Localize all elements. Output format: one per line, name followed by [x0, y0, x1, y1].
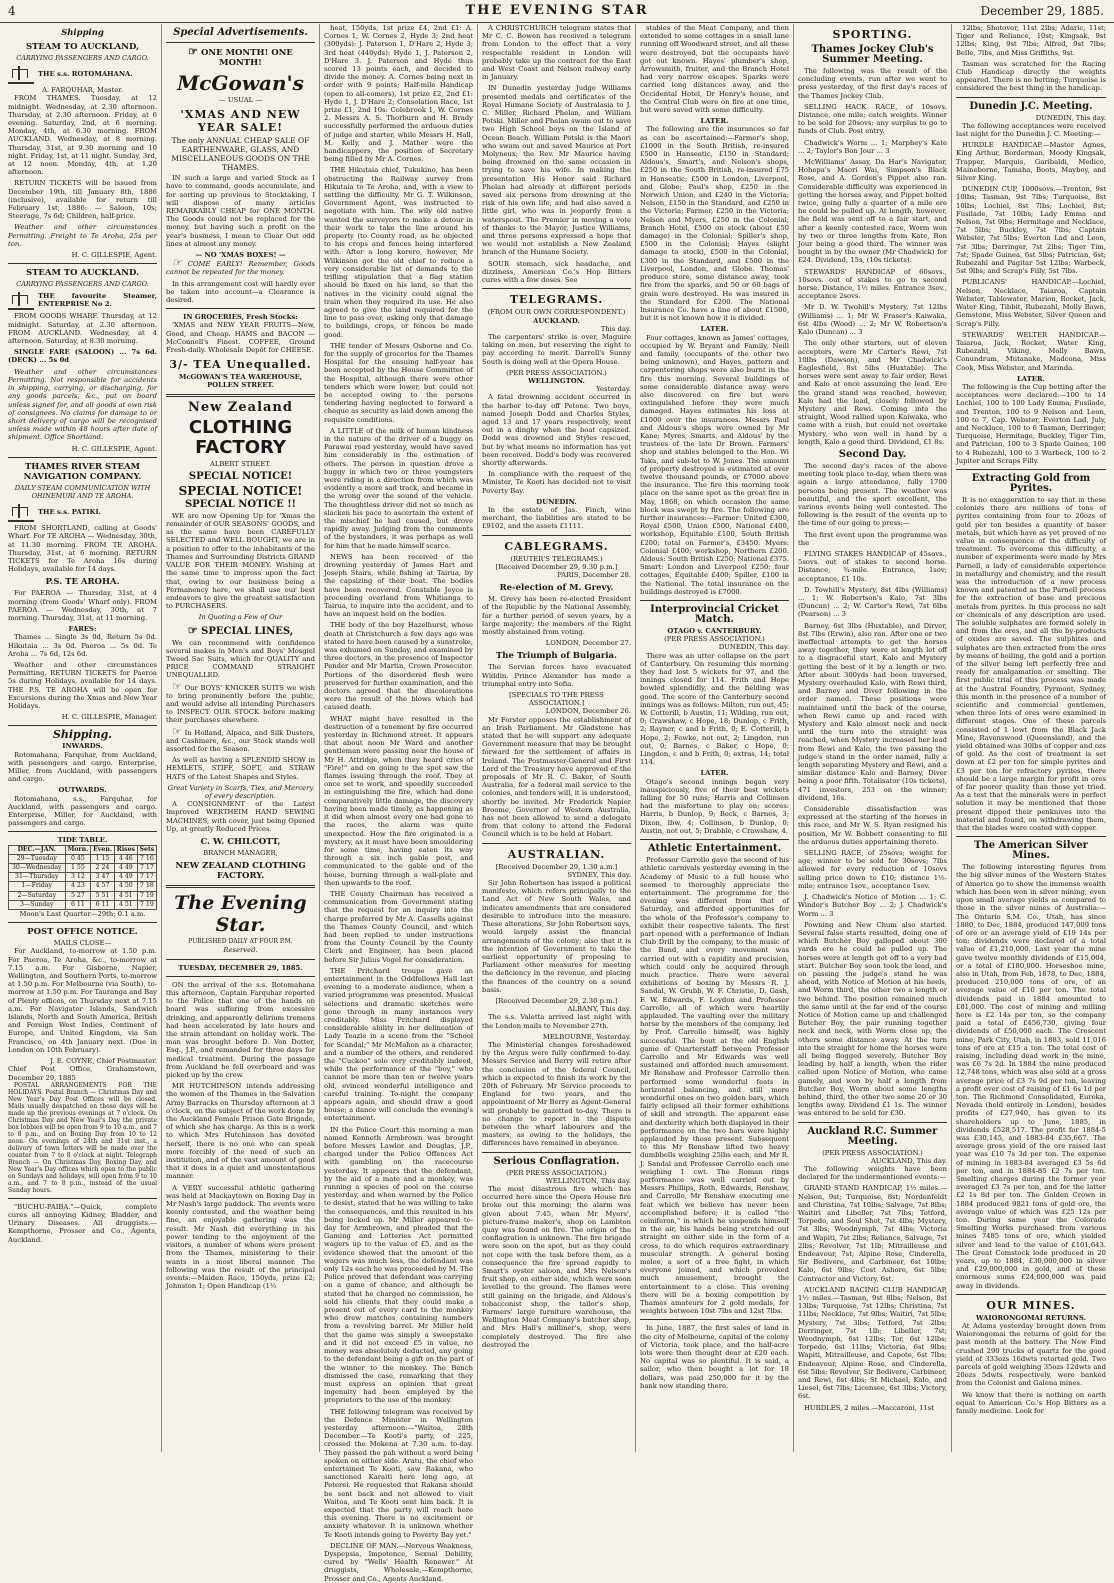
article-paragraph: A fatal drowning accident occurred in the harbor to-day off Petone. Two boys, named Joseph Dodd and Charles Styles, aged 13 and 17 years respectively, went out in a dinghy when the boat capsized. Dodd was drowned and Styles rescued, but by what means no information has yet been received. Dodd's body was recovered shortly afterwards.: [482, 393, 631, 467]
article-heading: Thames Jockey Club's Summer Meeting.: [811, 44, 934, 65]
article-paragraph: Otago's second innings began very inauspiciously, five of their best wickets falling for 50 runs; Harris and Collinson had the misfortune to play on; scores: Harris, b Dunlop, 9; Beck, c Barnes, 3; Dixon, lbw, 4; Collinson, b Dunlop, 0; Austin, not out, 5; Drabble, c Crawshaw, 4.: [640, 777, 789, 835]
article-paragraph: The only other starters, out of eleven acceptors, were Mr Carter's Rewi, 7st 10lbs (Dawson), and Mr Chadwick's Eaglesfield, 8st 5lbs (Huxtable). The horses were sent away to fair order, Rewi and Kalo at once assuming the lead. Ere the grand stand was reached, however, Kalo had the lead, closely followed by Mystery and Rewi. Coming into the straight, Wood rallied upon Kaiwaka, who came with a rush, but could not overtake Mystery, who won well in hand by a length, Kalo a good third. Dividend, £1 8s.: [798, 339, 947, 446]
match-title: OTAGO v. CANTERBURY.: [667, 627, 762, 636]
ship-ad-line: [8, 64, 157, 84]
pointing-hand-icon: ☞: [187, 623, 198, 637]
article-paragraph: The carpenters' strike is over, Maguire taking on men, but reserving the right to pay according to merit. Darrell's Sunny South is doing well at the Opera House.: [482, 332, 631, 366]
ad-text: FROM THAMES. Tuesday, at 12 midnight. Wednesday, at 2.30 afternoon. Thursday, at 2.30 afternoon. Friday, at 6 evening. Saturday, 2nd, at 6 morning. Monday, 4th, at 6.30 morning. FROM AUCKLAND. Wednesday, at 8 morning. Thursday, 31st, at 9.30 morning and 10 night. Friday, 1st, at 11 night. Sunday, 3rd, at 12 noon. Monday, 4th, at 1.20 afternoon.: [8, 94, 157, 177]
article-paragraph: IN Dunedin yesterday Judge Williams presented medals and certificates of the Royal Humane Society of Australasia to J. C. Miller, Richard Phelan, and William Potski. Miller and Phelan swam out to save two High School boys on the Island of Ocean Beach. William Potski is the Maori who swam out and saved Maurice at Port Molyneux; the Rev. Mr Maurice having being drowned on the same occasion in trying to save his wife. In making the presentation His Honor said Richard Phelan had already at different periods saved six persons from drowning at the risk of his own life, and had also saved a little girl, who was in jeopardy from a waterspout. The Premier in moving a vote of thanks to the Mayor, Justice Williams, and three persons expressed a hope that we would not establish a New Zealand branch of the Humane Society.: [482, 84, 631, 257]
article-paragraph: The following weights have been declared for the undermentioned events:—: [798, 1164, 947, 1182]
special-lines-heading: [166, 623, 315, 637]
divider: [640, 1319, 789, 1320]
section-heading: Special Advertisements.: [173, 27, 308, 38]
manager-name: C. W. CHILCOTT,: [200, 836, 281, 847]
our-mines-heading: OUR MINES.: [986, 1298, 1076, 1312]
column-1: [4, 24, 162, 1452]
ship-master: A. FARQUHAR, Master.: [42, 86, 123, 95]
ship-name: THE s.s. PATIKI.: [38, 508, 101, 517]
albert-street: ALBERT STREET.: [210, 459, 271, 468]
article-paragraph: Powning and New Chum also started. Several false starts resulted, doing one of which Butcher Boy galloped about 300 yards ere he could be pulled up. The horses were at length got off to a very bad start. Butcher Boy soon took the lead, and on passing the judge's stand he was ahead, with Notice of Motion at his heels, and Worm third, the other two a length or two behind. The position remained much the same until at the far end of the course Notice of Motion came up and challenged Butcher Boy, the pair running together neck and neck, with Worm close up, the others some distance away. At the turn into the straight for home the horses were all being flogged severely, Butcher Boy leading by half a length, when the rider called upon Notice of Motion, who came gamely, and won by half a length from Butcher Boy, Worm about some lengths behind, third, the other two some 20 or 30 lengths away. Dividend £1 1s. The winner was entered to be sold for £30.: [798, 920, 947, 1118]
ad-text: For PAEROA — Thursday, 31st, at 4 morning (from Goods' Wharf only). FROM PAEROA — Wednesday, 30th, at 7 morning. Thursday, 31st, at 11 morning.: [8, 589, 157, 622]
article-paragraph: NEWS has been received of the drowning yesterday of James Hart and Joseph Stairs, while fishing at Tairua, by the capsizing of their boat. The bodies have been recovered. Constable Joyce is proceeding overland from Whitianga to Tairua, to inquire into the accident, and to have an inquest held on the bodies.: [324, 552, 473, 619]
tide-cell: 4 49: [114, 873, 137, 882]
tide-cell: 1—Friday: [9, 882, 66, 891]
special-lines-text: SPECIAL LINES,: [201, 625, 294, 637]
article-paragraph: Sir John Robertson has issued a political manifesto, which refers principally to the Land Act of New South Wales, and indicates amendments that are considered desirable to introduce into the measure. These alterations, Sir John Robertson says, would largely assist the financial arrangements of the colony; also that it is the intention of Government to take the earliest opportunity of proposing to Parliament other measures for meeting the deficiency in the revenue, and placing the finances of the country on a sound basis.: [482, 879, 631, 994]
inwards-text: Rotomahana, Farquhar, from Auckland, with passengers and cargo. Enterprise, Miller, from Auckland, with passengers and cargo.: [8, 750, 157, 784]
table-row: [9, 900, 157, 909]
ad-subheading: DAILY STEAM COMMUNICATION WITH OHINEMURI AND TE AROHA.: [14, 483, 151, 500]
ad-signature: H. C. GILLESPIE, Agent.: [71, 251, 157, 260]
article-paragraph: THE body of the boy Hazelhurst, whose death at Christchurch a few days ago was stated to have been caused by a sunstroke, was exhumed on Sunday, and examined by three doctors, in the presence of Inspector Pender and Mr Martin, Crown Prosecutor. Portions of the disordered flesh were preserved for further examination, and the doctors agreed that the discolorations were the result of the blows which had caused death.: [324, 621, 473, 712]
steamship-icon: [8, 290, 34, 310]
race-weights: HURDLES, 2 miles.—Maccaroni, 11st: [804, 1403, 934, 1412]
newspaper-title: THE EVENING STAR: [465, 3, 649, 18]
ad-text: FROM GOODS WHARF. Thursday, at 12 midnight. Saturday, at 2.30 afternoon. FROM AUCKLAND. Wednesday, at 4 afternoon. Saturday, at 8.30 morning.: [8, 312, 157, 346]
article-paragraph: DECLINE OF MAN.—Nervous Weakness, Dyspepsia, Impotence, Sexual Debility, cured by "Wells' Health Renewer." At druggists, Wholesale,—Kempthorne, Prosser and Co., Agents Auckland.: [324, 1541, 473, 1583]
article-heading: Dunedin J.C. Meeting.: [969, 100, 1093, 112]
dateline: SYDNEY, This day.: [567, 870, 631, 879]
dateline: DUNEDIN, This day.: [1035, 113, 1106, 122]
table-row: [9, 854, 157, 863]
dateline: LONDON, December 26.: [545, 707, 631, 716]
tide-col-header: Even.: [91, 845, 115, 854]
special-lines-body: We can recommend with confidence several makes in Men's and Boys' Mosgiel Tweed Sac Suits, which for QUALITY and PRICE COMMAND STRAIGHT UNEQUALLED.: [166, 638, 315, 680]
race-description: SELLING RACE, of 25sovs; weight for age; winner to be sold for 30sovs; 7lbs allowed for every reduction of 10sovs selling price down to £10; distance 1½-mile; entrance 1sov., acceptance 1sov.: [798, 849, 947, 890]
pointing-hand-icon: ☞: [172, 256, 182, 270]
tide-cell: 4 49: [114, 864, 137, 873]
pointing-hand-icon: ☞: [172, 724, 182, 738]
column-6: [794, 24, 952, 1452]
dateline: DUNEDIN, This day.: [718, 643, 789, 652]
telegrams-source: (FROM OUR OWN CORRESPONDENT.): [487, 308, 626, 317]
table-row: [9, 873, 157, 882]
specials-note: [SPECIALS TO THE PRESS ASSOCIATION.]: [509, 691, 604, 708]
divider: [482, 1152, 631, 1153]
pointing-hand-icon: ☞: [172, 679, 182, 693]
moon-phase-note: Moon's Last Quarter—29th; 0.1 a.m.: [19, 910, 146, 919]
divider: [166, 42, 315, 43]
race-acceptances: PUBLICANS' HANDICAP.—Lochiel, Nelson, Necklace, Taiaroa, Captain Webster, Tablewater, Marion, Rocket, Jack, Water King, Tibbit, Rubezahl, Molly Bawn, Gemstone, Miss Webster, Silver Queen and Scrap's Filly.: [956, 278, 1106, 328]
divider: [8, 263, 157, 264]
received-note: [Received December 29, 2.30 p.m.]: [495, 996, 618, 1005]
tide-cell: 4 51: [114, 900, 137, 909]
stock-text: In this arrangement cost will hardly ever be taken into account—a Clearance is desired.: [166, 279, 315, 305]
race-results: Chadwick's Worm ... 1; Marphey's Kate ... 2; Taylor's Bon Jour ... 3: [798, 138, 947, 155]
tide-table-heading: TIDE TABLE.: [57, 836, 108, 845]
ship-name: THE favourite Steamer, ENTERPRISE No 2.: [38, 292, 157, 309]
no-xmas-boxes: — NO 'XMAS BOXES! —: [195, 251, 286, 260]
outwards-text: Rotomahana, s.s., Farquhar, for Auckland, with passengers and cargo. Enterprise, Miller, for Auckland, with passengers and cargo.: [8, 794, 157, 828]
ad-text: Weather and other circumstances Permitting. Freight to Te Aroha, 25s per ton.: [8, 223, 157, 248]
ship-ad-line: [8, 290, 157, 310]
article-paragraph: THE Hikutaia chief, Tukukino, has been obstructing the Railway survey from Hikutaia to Te Aroha, and, with a view to settling the difficulty, Mr G. T. Wilkinson, Government Agent, was instructed to negotiate with him. The wily old native wanted the surveyors to make a detour in their work to take the line around his property (to County road, as he objected to his crops and fences being interfered with. After a long korero, however, Mr Wilkinson got the old chief to reduce a very considerable list of demands to the trifling stipulation that a flag station should be fixed on his land, so that the natives in the vicinity could signal the train when they required its use. He also agreed to give the land required for the line to pass over, asking only that damage to buildings, crops, or fences be made good.: [324, 166, 473, 339]
published-daily: PUBLISHED DAILY AT FOUR P.M.: [188, 938, 293, 946]
issue-date: December 29, 1885.: [980, 4, 1104, 18]
divider: [956, 1294, 1106, 1295]
quoting-text: In Quoting a Few of Our: [198, 613, 283, 622]
tide-cell: 7 16: [137, 854, 156, 863]
article-paragraph: We know that there is nothing on earth equal to American Co.'s Hop Bitters as a family medicine. Look for: [956, 1390, 1106, 1416]
tide-cell: 1 55: [65, 864, 91, 873]
tea-warehouse: McGOWAN'S TEA WAREHOUSE, POLLEN STREET.: [178, 373, 303, 390]
tide-cell: 3 47: [91, 873, 115, 882]
tide-cell: 4 50: [114, 882, 137, 891]
cablegrams-heading: CABLEGRAMS.: [504, 539, 609, 553]
reuter-source: (REUTER'S TELEGRAMS.): [510, 554, 603, 563]
table-row: [9, 864, 157, 873]
press-association: (PER PRESS ASSOCIATION.): [664, 635, 765, 644]
tide-cell: 7 19: [137, 891, 156, 900]
tide-cell: 4 57: [91, 882, 115, 891]
article-paragraph: The following acceptances were received last night for the Dunedin J. C. Meeting:—: [956, 121, 1106, 139]
inwards-heading: INWARDS.: [62, 742, 103, 751]
one-month-text: ONE MONTH! ONE MONTH!: [200, 48, 293, 68]
article-paragraph: McWilliams' Assay, Da Har's Navigator, Hohepa's Maori Wai, Simpson's Black Rose, and A. Gordon's Pippet also ran. Considerable difficulty was experienced in getting the horses away, and Pippet bolted twice, going fully a quarter of a mile ere he could be pulled up. At length, however, the field was sent off to a fair start, and after a keenly contested race, Worm won by two or three lengths from Kate, Bon Jour being a good third. The winner was bought in by the owner (Mr Chadwick) for £24. Dividend, 15s, (10s tickets).: [798, 158, 947, 265]
masthead: [0, 0, 1114, 23]
dateline-time: This day.: [600, 324, 631, 333]
tide-cell: 6 11: [65, 900, 91, 909]
come-early: [166, 256, 315, 277]
article-paragraph: MR HUTCHINSON intends addressing the women of the Thames in the Salvation Army Barracks on Thursday afternoon at 3 o'clock, on the subject of the work done by the Auckland Female Prison Gate Brigade, of which she has charge. As this is a work to which Mrs Hutchinson has devoted herself, there is no one who can speak more forcibly of the need of such an institution, and of the vast amount of good that it does in a quiet and unostentatious manner.: [166, 1082, 315, 1181]
article-paragraph: Considerable dissatisfaction was expressed at the starting of the horses in this race, and Mr W. S. Ryan resigned his position, Mr W. Bobbett consenting to fill the arduous duties appertaining thereto.: [798, 805, 947, 846]
ad-text: SINGLE FARE (SALOON) ... 7s 6d. (DECK) ... 5s 0d: [8, 348, 157, 365]
section-heading: Shipping: [61, 28, 104, 38]
article-paragraph: At Adams yesterday brought down from Waiorongomai the returns of gold for the past month at the battery. The New Find crushed 290 trucks of quartz for the good yield of 333ozs 16dwts retorted gold. Two parcels of gold weighing 35ozs 12dwts and 20ozs 5dwts respectively, were banked from the Colonist and Galena mines.: [956, 1322, 1106, 1388]
article-paragraph: There was an utter collapse on the part of Canterbury. On resuming this morning they had lost 5 wickets for 97, and the innings closed for 114. Frith and Hope bowled splendidly, and the fielding was good. The score of the Canterbury second innings was as follows: Milton, run out, 45; W. Cotterill, b Austin, 11; Wilding, run out, 0; Crawshaw, c Hope, 18; Dunlop, c Frith, 2; Rayner, c and b Frith, 0; E. Cotterill, b Hope, 2; Fowke, not out, 2; Lingdon, run out, 0; Barnes, c Baker, c Hope, 0; Lingdon, c and b Frith, 0; extras, 14; total 114.: [640, 651, 789, 767]
article-paragraph: SOUR stomach, sick headache, and dizziness, American Co.'s Hop Bitters cures with a few doses. See: [482, 259, 631, 285]
dateline: WELLINGTON, This day.: [545, 1176, 631, 1185]
race-weights: GRAND STAND HANDICAP, 1½ miles.—Nelson, 9st; Turquoise, 8st; Nordenfeldt and Christina, 7st 10lbs; Salvage, 7st 8lbs; Waitiri and Libeller, 7st 7lbs; Tetford, Torpedo, and Soul Shot, 7st 4lbs; Mystery, 7st 3lbs; Woodnymph, 7st 4lbs; Victoria and Wapiti, 7st 2lbs; Reliance, Salvage, 7st 2lbs; Revolver, 7st 1lb; Mitrailleuse and Endeavour, 7st; Alpine Rose, Cinderella, Sir Bedivere, and Carbineer, 6st 10lbs; Kalo, 6st 9lbs; Cost Ashore, 6st 5lbs; Contractor and Victory, 6st.: [798, 1184, 947, 1283]
divider: [8, 725, 157, 726]
groceries-text: 'XMAS and NEW YEAR FRUITS—New, Good, and Cheap. HAMS and BACON — McConnell's Finest. COFFEE, Ground Fresh-daily. Wholesale Depôt for CHEESE.: [166, 321, 315, 355]
article-paragraph: Barney, 6st 3lbs (Huxtable), and Dirver, 8st 7lbs (Erwin), also ran. After one or two ineffectual attempts to get the horses away together, they were at length let off to a disgraceful start, Kalo and Mystery getting the best of it by a length or two. After about 300yds had been traversed, Mystery overhauled Kalo, with Rewi third, and Barney and Diver following in the order named. These positions were maintained until the back of the course, when Rewi came up and raced with Mystery and Kalo almost neck and neck until the turn into the straight was reached, when Mystery increased her lead from Rewi and Kalo, the two passing the judge's stand in the order named, fully a length separating Mystery and Rewi, and a similar distance Kalo and Barney, Diver being a poor fifth. Totalisator (10s tickets), 471 investors, 253 on the winner; dividend, 16s.: [798, 621, 947, 802]
article-heading: The American Silver Mines.: [974, 840, 1088, 862]
tide-table: [8, 845, 157, 910]
special-notice: SPECIAL NOTICE!: [178, 483, 303, 498]
tide-cell: 4 51: [114, 891, 137, 900]
ad-heading: THAMES RIVER STEAM NAVIGATION COMPANY.: [23, 461, 142, 482]
divider: [798, 1122, 947, 1123]
tide-col-header: DEC.—JAN.: [9, 845, 66, 854]
holland: [166, 724, 315, 754]
received-note: [Received December 29, 9.30 p.m.]: [495, 562, 618, 571]
article-paragraph: The following are the insurances so far as can be ascertained:—Farmer's shop, £1000 in the South British, re-insured £500 in Hanseatic, £150 in Standard; Aldous's, Smart's, and Nelson's shops, £250 in the South British, re-insured £75 in Hanseatic; £500 in London, Liverpool, and Globe; Paul's shop, £250 in the Norwich Union, and £240 in the Victoria; Nelson, £150 in the Standard, and £250 in the Victoria; Farmer, £250 in the Victoria; Nelson and Myers, £250 in the Colonial; Branch Hotel, £500 on stock (about £50 damage) in the Colonial; Spiller's shop, £500 in the Colonial; Hayes (slight damage to stock), £500 in the Colonial, £300 in the Standard, and £500 in the Liverpool, London, and Globe. Thomas' produce store, some distance away, took fire from the sparks, and 50 or 60 bags of grain were destroyed. He was insured in the Standard for £200. The National Insurance Co. have a line of about £1500, but it is not known how it is divided.: [640, 125, 789, 323]
tide-col-header: Sets: [137, 845, 156, 854]
article-paragraph: The Ministerial changes foreshadowed by the Argus were fully confirmed to-day. Messrs Service and Berry will retire after the conclusion of the federal Council, which is expected to finish its work by the 20th of February. Mr Service proceeds to England for two years, and the appointment of Mr Berry as Agent-General will probably be gazetted to-day. There is no change to report in the dispute between the wharf labourers and the masters, as owing to the holidays, the differences have remained in abeyance.: [482, 1040, 631, 1148]
steamship-icon: [8, 502, 34, 522]
tide-cell: 7 17: [137, 873, 156, 882]
dateline-time: Yesterday.: [596, 385, 631, 394]
tide-cell: 4 46: [114, 854, 137, 863]
table-row: [9, 891, 157, 900]
holland-text: In Holland, Alpaca, and Silk Dusters, and Cashmere, &c., our Stock stands well assorted for the Season.: [166, 728, 315, 753]
tide-cell: 1 15: [91, 854, 115, 863]
post-office-date: Chief Post Office, Grahamstown, December 29, 1885: [8, 1065, 157, 1082]
article-paragraph: A CHRISTCHURCH telegram states that Mr C. C. Bowen has received a telegram from London to the effect that a very respectable resident in London will probably take up the contract for the East and West Coast and Nelson railway early in January.: [482, 24, 631, 82]
tide-cell: 31—Thursday: [9, 873, 66, 882]
divider: [482, 843, 631, 844]
only-sale-text: The only ANNUAL CHEAP SALE OF EARTHENWARE, GLASS, AND MISCELLANEOUS GOODS ON THE THAMES.: [171, 136, 310, 173]
dateline-place: WELLINGTON.: [528, 376, 585, 385]
boys-suits-text: Our BOYS' KNICKER SUITS we wish to bring prominently before the public, and would advise all intending Purchasers to INSPECT OUR STOCK before making their purchases elsewhere.: [166, 683, 315, 725]
fares-text: Thames ... Single 3s 0d, Return 5s 0d. Hikutaia ... 3s 0d. Paeroa ... 5s 0d. Te Aroha ... 7s 6d, 12s 6d.: [8, 633, 157, 658]
xmas-sale-heading: 'XMAS AND NEW YEAR SALE!: [180, 108, 301, 135]
groceries-heading: IN GROCERIES, Fresh Stocks:: [183, 313, 298, 322]
ship-name: THE s.s. ROTOMAHANA.: [38, 70, 133, 79]
clothing-text: WE are now Opening Up for 'Xmas the remainder of OUR SEASONS' GOODS, and as the same have been CAREFULLY SELECTED and WELL BOUGHT, we are in a position to offer to the inhabitants of the Thames and Surrounding Districts GRAND VALUE FOR THEIR MONEY. Wishing at the same time to impress upon the fact that, owing to our business being a Permanency here, we shall use our best endeavors to give the greatest satisfaction to PURCHASERS.: [166, 511, 315, 611]
race-acceptances: HURDLE HANDICAP.—Master Agnes, King Arthur, Borderman, Moody Kingsak, Trapper, Marquis, Garibaldi, Medico, Maineborne, Tamaha, Boots, Mayboy, and Silver King.: [956, 141, 1106, 183]
tide-cell: 29—Tuesday: [9, 854, 66, 863]
article-paragraph: M. Grevy has been re-elected President of the Republic by the National Assembly, for a further period of seven years, by a large majority; the members of the Right mostly abstained from voting.: [482, 595, 631, 636]
divider: [8, 922, 157, 923]
postal-arrangements: POSTAL ARRANGEMENTS FOR THE HOLIDAYS. Postal Branch — Christmas Day and New Year's Day Post Offices will be closed. Mails usually despatched on those days will be made up the previous evenings at 7 o'clock. On Christmas Day and New Year's Day the private box lobbies will be open from 9 to 10 a.m., and 7 to 8 p.m., and on Boxing Day from 10 to 12 noon. On evenings of 24th and 31st inst., a delivery of town letters will be made over the counter from 7 to 8 o'clock at night. Telegraph Branch — On Christmas Day, Boxing Day, and New Year's Day offices which open to the public on Sundays and holidays, will open from 9 to 10 a.m., and 7 to 8 p.m., instead of the usual Sunday hours.: [8, 1081, 157, 1194]
tide-cell: 7 18: [137, 882, 156, 891]
column-3: [320, 24, 478, 1583]
race-results: J. Chadwick's Notice of Motion ... 1; C. Winder's Butcher Boy ... 2; J. Chadwick's Worm ... 3: [798, 893, 947, 918]
usual-text: — USUAL —: [218, 96, 263, 104]
post-office-subheading: MAILS CLOSE—: [53, 939, 112, 948]
tide-cell: 4 23: [65, 882, 91, 891]
come-early-text: COME EARLY! Remember, Goods cannot be repeated for the money.: [166, 260, 315, 277]
shipping-heading: Shipping.: [52, 728, 113, 742]
ad-text: Weather and other circumstances Permitting. RETURN TICKETS for Paeroa 5s during Holidays, available for 14 days. THE P.S. TE AROHA will be open for Excursions during the Xmas and New Year Holidays.: [8, 660, 157, 710]
article-paragraph: The following is the Cup betting after the acceptances were declared:—100 to 14 Lochiel, 100 to 100 Lady Emma, Fusilade, and Trenton, 100 to 9 Nelson and Leon, 100 to 7, Cap. Webster, Everton Lad, July, and Necklace, 100 to 6 Tasman, Derringer, Turquoise, Hermitage, Buckley, Tiger Tim, and Patrician, 100 to 3 Spade Guinea, 100 to 4 Rubezahl, 100 to 3 Warbeck, 100 to 2 Jupiter and Scraps Filly.: [956, 382, 1106, 465]
article-paragraph: The following interesting figures from the big silver mines of the Western States of America go to show the immense wealth which has been won in silver mining, even upon small average yields as compared to those in the silver mines of Australia:— The Ontario S.M. Co., Utah, has since 1880, to Dec, 1884, produced 147,009 tons of ore or an average yield of £19 14s per ton; dividends were declared of a total value of £1,210,000. Last year the mine gave twelve monthly dividends of £15,004, or a total of £180,000. Horseshoe mine, also in Utah, from Feb, 1878, to Dec, 1884, produced 210,000 tons of ore, of an average value of £10 per ton. The total dividends paid in 1884 amounted to £81,000. The cost of mining and milling here is £2 14s per ton, so the company paid a total of £456,730, giving four dividends of £50,000 each. The Crescent mine, Park City, Utah, in 1883, sold 11,016 tons of ore at £15 a ton. The total cost of raising, including dead work in the mine, was £6 7s 2d. In 1884 the mine produced 12,748 tons, which was also sold at a gross average price of £3 7s 9d per ton, leaving a profit over cost of raising of £1 6s 1d per ton. The Richmond Consolidated, Eureka, Nevada (held entirely in London), besides profits of £27,940, has given to its shareholders up to June, 1885, in dividends £528,517. The profit for 1884-5 was £30,145, and 1883-84 £35,667. The average gross yield of the ore raised last year was £10 7s 3d per ton. The expense of mining in 1883-84 averaged £3 5s 6d per ton, and in 1884-85 £2 7s per ton. Smelting charges during the former year averaged £3 7s per ton, and for the latter £2 1s 8d per ton. The Golden Crown in 1884 produced 9821 tons of gold ore, the average value of which was £25 12s per ton. During same year the Colorado Smelting Works purchased from various mines 7485 tons of ore, which yielded silver and lead to the value of £101,643. The Great Comstock lode produced in 20 years, up to 1884, £30,000,000 in silver and £29,000,000 in gold, and of these enormous sums £24,000,000 was paid away in dividends.: [956, 863, 1106, 1290]
article-paragraph: It is no exaggeration to say that in these colonies there are millions of tons of pyrites containing from four to 20ozs of gold per ton besides a quantity of baser metals, but which have as yet proved of no value in consequence of the difficulty of treatment. To overcome this difficulty, a number of experiments were made by Mrs Parnell, a lady of considerable experience in metallurgy and chemistry, and the result was the introduction of a new process known and patented as the Parnell process for the extraction of base and precious metals from pyrites. In this process no salt or chemicals of any description are used. The soluble sulphates are formed solely in and from the ores, and all the by-products of oxides are saved. The sulphites and sulphates are then extracted from the ores by means of boiling, the gold and a portion of the silver being left perfectly free and ready for amalgamation or smelting. The first public trial of this process was made at the Austral Foundry, Pyrmont, Sydney, this month in the presence of a number of scientific and commercial gentlemen, when three lots of ores were examined in different stages. One of these parcels consisted of 1 lowt from the Black Jack Mine, Ravenswood (Queensland), and the yield obtained was 30lbs of copper and ozs of gold. As the cost of treatment is set down at £2 per ton for simple pyrites and £3 per ton for refractory pyrites, there should be a large margin for profit in ores of far poorer quality than those yet tried. As a test that the minerals were in perfect solution it may be mentioned that those present dipped their penknives into the material and found, on withdrawing them, that the blades were coated with copper.: [956, 495, 1106, 833]
tide-cell: 3 12: [65, 873, 91, 882]
article-paragraph: The most disastrous fire which has occurred here since the Opera House fire broke out this morning; the alarm was given about 7.45, when Mr Myers', picture-frame maker's, shop on Lambton quay was found on fire. The origin of the conflagration is unknown. The fire brigade were soon on the spot, but as they could not cope with the task before them, as a consequence the fire spread rapidly to Smart's oyster saloon, and Mrs Nelson's fruit shop, on either side, which were soon levelled to the ground. The flames were still gaining on the brigade, and Aldous's tobacconist shop, the tailor's shop, Farmers' large furniture warehouse, the Wellington Meat Company's butcher shop, and Mrs Hall's milliner's, shop, were completely destroyed. The fire also destroyed the: [482, 1184, 631, 1349]
post-office-heading: POST OFFICE NOTICE.: [27, 927, 138, 938]
clothing-factory-footer: NEW ZEALAND CLOTHING FACTORY.: [175, 861, 306, 882]
article-paragraph: heat, 150yds, 1st prize £4, 2nd £1: A. Cornes 1, W. Cornes 2, Hyde 3; 2nd heat (300yds): J. Paterson 1, D'Hare 2, Hyde 3; 3rd heat (440yds): Hyde 1, J. Paterson 2, D'Hare 3. J. Paterson and Hyde thus scored 13 points each, and decided to divide the money. A. Cornes being next in order with 9 points; Half-mile Handicap (open to all-comers), 1st prize £2, 2nd £1: Hyde 1, J. D'Hare 2; Consolation Race, 1st prize £1, 2nd 10s: Colebrook 1, W. Cornes 2. Messrs A. S. Thorburn and H. Brady successfully performed the arduous duties of judge and starter, while Messrs H. Hall, M. Kelly, and J. Mather were the handicappers, the position of Secretary being filled by Mr A. Cornes.: [324, 24, 473, 164]
article-paragraph: Tasman was scratched for the Racing Club Handicap directly the weights appeared. There is no betting; Turquoise is considered the best thing in the handicap.: [956, 59, 1106, 93]
race-weights: AUCKLAND RACING CLUB HANDICAP, 1½ miles.—Tasman, 9st 8lbs; Nelson, 8st 13lbs; Turquoise, 7st 12lbs; Christina, 7st 11lbs; Necklace, 7st 9lbs; Waitiri, 7st 5lbs; Mystery, 7st 3lbs; Tetford, 7st 2lbs; Derringer, 7st 1lb; Libeller, 7st; Woodnymph, 6st 12lbs; Tor, 6st 12lbs; Torpedo, 6st 11lbs; Victoria, 6st 9lbs; Wapiti, Mitrailleuse, and Capote, 6st 7lbs; Endeavour, Alpine Rose, and Cinderella, 6st 5lbs; Revolver, Sir Bedivere, Carbineer, and Rewi, 6st 4lbs; St Michael, Kalo, and Liesel, 6st 7lbs; Licensee, 6st 3lbs; Victory, 6st.: [798, 1285, 947, 1401]
article-heading: Interprovincial Cricket Match.: [650, 604, 779, 626]
clothing-factory-heading: CLOTHING FACTORY: [188, 416, 293, 458]
nz-heading: New Zealand: [188, 399, 293, 415]
article-heading: The Triumph of Bulgaria.: [495, 651, 618, 662]
sale-body-text: IN such a large and varied Stock as I have to command, goods accumulate, and for sorting up previous to Stocktaking, I will dispose of many articles REMARKABLY CHEAP for ONE MONTH. The Goods could not be replaced for the money, but having such a profit on the year's business, I mean to Clear Out odd lines at almost any money.: [166, 174, 315, 248]
ad-text: FROM SHORTLAND, calling at Goods' Wharf. For TE AROHA — Wednesday, 30th, at 11.30 morning. FROM TE AROHA. Thursday, 31st, at 6 morning. RETURN TICKETS for Te Aroha 16s during Holidays, available for 14 days.: [8, 524, 157, 574]
ship-ad-line: [8, 502, 157, 522]
press-association: (PER PRESS ASSOCIATION.): [822, 1148, 923, 1157]
ad-heading: STEAM TO AUCKLAND,: [25, 42, 140, 52]
hats-text: As well as having a SPLENDID SHOW in HEMLETS, STIFF, SOFT, and STRAW HATS of the Latest Shapes and Styles.: [166, 756, 315, 781]
press-association: (PER PRESS ASSOCIATION.): [506, 1168, 607, 1177]
race-description: FLYING STAKES HANDICAP of 45sovs., 5sovs. out of stakes to second horse. Distance, ¾-mile. Entrance, 1sov; acceptance, £1 10s.: [798, 549, 947, 583]
mcgowan-logo: McGowan's: [177, 71, 304, 95]
article-paragraph: Four cottages, known as James' cottages, occupied by W. Bryant and Family, Neill and family, (occupants of the other two being unknown), and Hayes, pattern and carpentering shops were also burnt in the fire this morning. Several buildings of some considerable distance away were also discovered on fire but were extinguished before they were much damaged. Hayes estimates his loss at £1000 over the insurances. Messrs Paul and Aldous's shops were owned by Mr Kane; Myres, Smarts, and Aldous' by the trustees of the late Dr Brown. Farmers' shop and stables belonged to the Hon. Wi Taka, and sub-let to W. Jones. The amount of property destroyed is estimated at over twelve thousand pounds, or £7000 above the insurance. The fire this morning took place on the same spot as the great fire in May, 1868, on which occasion the same block was swept by fire. The following are further insurances:—Farmer: United £300, Royal £500, Union £500, National £400, workshop, Equitable £100, South British £200; total on Farmer's, £3450. Myers: Colonial £400; workshop, Northern £200. Aldous: South British £250; National £375. Smart: London and Liverpool £250; four cottages, Equitable £400; Spiller, £100 in the National. The total insurance on the buildings destroyed is £7000.: [640, 333, 789, 596]
article-paragraph: IN the Police Court this morning a man named Kenneth Armbrown was brought before Messrs Lawlor and Douglas, J.P., charged under the Police Offences Act with gambling on the racecourse yesterday. It appears that the defendant, by the aid of a mate and a monkey, was running a species of pool on the course yesterday, and when warned by the Police to desist, stated that he was willing to take the consequences, and this resulted in his being locked up. Mr Miller appeared to-day for Armbrown, and pleaded that the Gaming and Lotteries Act permitted wagers up to the value of £5, and as the evidence showed that the amount of the wagers was much less, the defendant was only 12s each he was proceeded by M. The Police proved that defendant was carrying on a game of chance, and although he stated that he charged no commission, he sold his clients that they could make a present out of every card to the monkey who drew matches containing numbers from a revolving barrel. Mr Miller held that the game was simply a sweepstake and it did not exceed £5 in value, no money was absolutely deducted, any going to the defendant being a gift on the part of the winner to the monkey. The Bench dismissed the case, remarking that they must express an opinion that great ingenuity had been employed by the proprietors to the use of the monkey.: [324, 1125, 473, 1405]
tide-cell: 6 11: [91, 900, 115, 909]
one-month-banner: [166, 47, 315, 68]
article-paragraph: The Servian forces have evacuated Widdin. Prince Alexander has made a triumphal entry into Sofia.: [482, 663, 631, 688]
reserved: Reserved.: [223, 946, 258, 955]
ad-heading: STEAM TO AUCKLAND.: [25, 268, 140, 279]
dateline: LONDON, December 27.: [545, 639, 631, 648]
pointing-hand-icon: ☞: [188, 45, 198, 58]
dateline: ALBANY, This day.: [567, 1005, 631, 1014]
tide-cell: 3—Sunday: [9, 900, 66, 909]
article-paragraph: The s.s. Valetta arrived last night with the London mails to November 27th.: [482, 1013, 631, 1030]
column-5: [636, 24, 794, 1452]
ship-name: P.S. TE AROHA.: [45, 577, 120, 588]
manager-title: BRANCH MANAGER,: [203, 848, 278, 857]
divider: [640, 839, 789, 840]
article-heading: Extracting Gold from Pyrites.: [971, 472, 1091, 494]
tide-header-row: [9, 845, 157, 854]
tide-cell: 0 45: [65, 854, 91, 863]
fares-heading: FARES:: [68, 625, 97, 634]
divider: [8, 457, 157, 458]
ad-text: RETURN TICKETS will be issued from December 19th, till January 8th, 1886 (inclusive), available for return till February 1st, 1886: — Saloon, 10s; Steerage, 7s 6d; Children, half-price.: [8, 179, 157, 221]
tide-cell: 5 27: [65, 891, 91, 900]
article-paragraph: stables of the Meat Company, and then extended to some cottages in a small lane running off Woodward street, and all these were destroyed, but the occupants have got out known. Hayes' plumber's shop, Arrowsmith, fruiter, and the Branch Hotel had very narrow escapes. Sparks were carried long distances away, and the Occidental Hotel, Dr Henry's house, and the Central Club were on fire at one time, but were saved with some difficulty.: [640, 24, 789, 115]
variety-text: Great Variety in Scarfs, Ties, and Mercery of every description.: [167, 783, 314, 800]
divider: [482, 535, 631, 536]
divider: [956, 97, 1106, 98]
article-paragraph: In compliance with the request of the Minister, Te Kooti has decided not to visit Poverty Bay.: [482, 470, 631, 495]
article-paragraph: ON the arrival of the s.s. Rotomahana this afternoon, Captain Farquhar reported to the Police that one of the hands on board was suffering from excessive drinking, and apparently delirium tremens had been accelerated by late hours and the strain attendant on holiday work. The man was brought before D. Von Dotter, Esq., J.P., and remanded for three days for medical treatment. During the passage from Auckland he fell overboard and was picked up by the crew.: [166, 980, 315, 1080]
dateline: AUCKLAND, This day.: [870, 1156, 947, 1165]
tide-cell: 7 17: [137, 864, 156, 873]
table-row: [9, 882, 157, 891]
ad-subheading: CARRYING PASSENGERS AND CARGO.: [16, 280, 149, 289]
article-paragraph: A LITTLE of the milk of human kindness in the nature of the driver of a buggy on Parawai road yesterday, would have saved him considerably in the estimation of others. The person in question drove a buggy in which two or three youngsters were riding in a direction from which was evidently a more sad track, and became in the wrong over the sound of the vehicle. The thoughtless driver did not so much as slacken his pace to ascertain the extent of the mischief he had caused, but drove rapidly away. Judging from the comments of the bystanders, it was perhaps as well for him that he made himself scarce.: [324, 426, 473, 550]
article-paragraph: WHAT might have resulted in the destruction of a tenement by fire occurred yesterday in Richmond street. It appears that about noon Mr Ward and another gentleman were passing near the house of Mr H. Attridge, when they heard cries of "Fire!" and on going to the spot saw the flames issuing through the roof. They at once set to work, and speedily succeeded in extinguishing the fire, which had done comparatively little damage, the discovery having been made timely, as happening as it did when almost every one had gone to the races, the alarm was quite unexpected. How the fire originated is a mystery, as it must have been smouldering for some time, having eaten its way through a six inch gable post, and communicated to the gable end of the house, burning through a wall-plate and then upwards to the roof.: [324, 714, 473, 887]
article-heading: Auckland R.C. Summer Meeting.: [807, 1125, 938, 1147]
article-paragraph: A VERY successful athletic gathering was held at Mackaytown on Boxing Day in Mr Nash's large paddock. The events were keenly contested, and the weather being fine, an enjoyable gathering was the result. Mr Nash did everything in his power tending to the enjoyment of the visitors, a number of whom were present from the Thames, ministering to their wants in a most liberal manner. The following was the result of the principal events:—Maiden Race, 150yds, prize £2; Johnston 1; Open Handicap (1½: [166, 1183, 315, 1291]
tea-heading: 3/- TEA Unequalled.: [169, 358, 312, 372]
article-paragraph: The first event upon the programme was the: [798, 530, 947, 547]
tide-col-header: Rises: [114, 845, 137, 854]
tide-cell: 7 19: [137, 900, 156, 909]
divider: [166, 976, 315, 977]
editorial-date: TUESDAY, DECEMBER 29, 1885.: [178, 963, 303, 972]
dateline-place: AUCKLAND.: [533, 316, 580, 325]
race-description: STEWARDS' HANDICAP of 60sovs., 10sovs. out of stakes to go to second horse. Distance, 1½ miles. Entrance 3sov., acceptance 2sovs.: [798, 267, 947, 301]
press-association: (PER PRESS ASSOCIATION.): [506, 368, 607, 377]
special-notice: SPECIAL NOTICE !!: [184, 498, 297, 510]
later-heading: LATER.: [700, 325, 729, 334]
outwards-heading: OUTWARDS.: [58, 786, 107, 795]
race-results: D. Towhill's Mystery, 8st 4lbs (Williams) ... 1; W. Robertson's Kalo, 7st 3lbs (Duncan) ... 2; W. Carter's Rewi, 7st 6lbs (Pearson) ... 3: [798, 585, 947, 619]
divider: [166, 308, 315, 309]
divider: [166, 394, 315, 397]
article-paragraph: THE tender of Messrs Osborne and Co. for the supply of groceries for the Thames Hospital for the ensuing half-year has been accepted by the House Committee of the Hospital, although there were other tenders which were lower, but could not be accepted owing to the persons tendering having neglected to forward a cheque as security as laid down among the requisite conditions.: [324, 341, 473, 424]
tide-cell: 2 24: [91, 864, 115, 873]
special-notice: SPECIAL NOTICE!: [188, 470, 293, 482]
race-weights: 12lbs; Shotover, 11st 2lbs; Adaric, 11st; Tiger and Reliance, 10st; Kingsak, 9st 12lbs; King, 9st 7lbs; Alfred, 9st 7lbs; Belle, 7lbs, and Miss Griffiths, 9st.: [956, 24, 1106, 57]
ad-signature: H. C. GILLESPIE, Agent.: [71, 444, 157, 453]
article-subheading: WAIORONGOMAI RETURNS.: [975, 1313, 1087, 1322]
article-heading: Athletic Entertainment.: [647, 843, 782, 855]
divider: [640, 600, 789, 601]
divider: [8, 1198, 157, 1199]
page-number: 4: [8, 4, 16, 18]
race-acceptances: DUNEDIN CUP, 1000sovs.—Trenton, 9st 10lbs; Tasman, 9st 7lbs; Turquoise, 8st 10lbs; Lochiel, 8st 7lbs; Lochiel, 8st; Fusilade, 7st 10lbs; Lady Emma and Nelson, 7st 9lbs; Hermitage and Necklace, 7st 5lbs; Buckley, 7st 7lbs; Captain Webster, 7st 5lbs; Everton Lad and Leon, 7st 3lbs; Derringer, 7st 2lbs; Tiger Tim, 7st; Spade Guinea, 6st 5lbs; Patrician, 6st; Rubezahl and Pagitar 5st 12lbs; Warbeck, 5st 9lbs; and Scrap's Filly, 5st 7lbs.: [956, 185, 1106, 276]
tide-cell: 5 51: [91, 891, 115, 900]
column-2: [162, 24, 320, 1452]
column-7: [952, 24, 1110, 1452]
article-paragraph: The following was the result of the concluding events, run after we went to press yesterday, of the first day's races of the Thames Jockey Club.: [798, 67, 947, 100]
tide-cell: 2—Saturday: [9, 891, 66, 900]
race-acceptances: STEWARDS' WELTER HANDICAP.—Taiaroa, Jack, Rocket, Water King, Rubezahl, Viking, Molly Bawn, Conundrum, Mutanake, Madcona, Miss Cook, Miss Webster, and Marinda.: [956, 330, 1106, 372]
divider: [956, 836, 1106, 837]
dateline: PARIS, December 28.: [557, 570, 631, 579]
race-description: SELLING HACK RACE, of 10sovs. Distance, one mile; catch weights. Winner to be sold for 20sovs; any surplus to go to funds of Club. Post entry.: [798, 102, 947, 136]
ad-text: Weather and other circumstances Permitting. Not responsible for accidents in shipping, carrying, or discharging, for any goods parcels, &c., put on board unless signed for, and all goods at own risk of consignees. No claims for damage to or short delivery of cargo will be recognised unless made within 48 hours after date of shipment. Office Shortland.: [8, 367, 157, 442]
divider: [956, 469, 1106, 470]
divider: [482, 288, 631, 289]
received-note: [Received December 29, 1.30 a.m.]: [495, 862, 618, 871]
ad-subheading: CARRYING PASSENGERS AND CARGO.: [16, 54, 149, 62]
steamship-icon: [8, 64, 34, 84]
divider: [166, 959, 315, 960]
columns: [4, 24, 1110, 1583]
divider: [8, 831, 157, 832]
article-paragraph: In June, 1887, the first sales of land in the city of Melbourne, capital of the colony of Victoria, took place, and the half-acre lots were then thought dear at £20 each. No capital was so plentiful. It is said, a sailor, who then bought a lot for 18 dollars, was paid 250,000 for it by the bank now standing there.: [640, 1324, 789, 1390]
postmaster-signature: J. E. COYNE, Chief Postmaster.: [50, 1057, 157, 1066]
later-heading: LATER.: [700, 117, 729, 126]
article-heading: Re-election of M. Grevy.: [499, 583, 614, 594]
article-paragraph: THE following telegram was received by the Defence Minister in Wellington yesterday afternoon:—"Waitoa, 28th December.—Te Kooti's party, of 225, crossed the Mokena at 7.30 a.m. to-day. They passed the pah without a word being spoken on either side. Aratu, the chief who entertained Te Kooti, saw Rakana, who sanctioned Karaiti here long ago, at Peterei. He requested that Rakana should be sent back and not allowed to visit Waitoa, and Te Kooti sent him back. It is expected that the party will reach here this evening. There is no excitement or anxiety whatever. It is unknown whether Te Kooti intends going to Poverty Bay yet.": [324, 1407, 473, 1539]
boys-suits: [166, 679, 315, 725]
australian-heading: AUSTRALIAN.: [507, 847, 606, 861]
article-paragraph: Mr Forster opposes the establishment of an Irish Parliament. Mr Gladstone has stated that he will support any adequate Government measure that may be brought forward for the settlement of affairs in Ireland. The Postmaster-General and First Lord of the Treasury have approved of the proposals of Mr R. C. Baker, of South Australia, for a federal mail service to the colonies, and tenders will, it is understood, shortly be invited. Mr Frederick Napier Broome, Governor of Western Australia, has not been allowed to send a delegate from that colony to attend the Federal Council which is to be held at Hobart.: [482, 715, 631, 839]
article-paragraph: In the estate of Jas. Finch, wine merchant, the liabilities are stated to be £9102, and the assets £1111.: [482, 505, 631, 531]
article-heading: Serious Conflagration.: [493, 1155, 620, 1167]
article-paragraph: The second day's races of the above meeting took place to-day, when there was again a large attendance, fully 1700 persons being present. The weather was beautiful, and the sport excellent, the various events being well contested. The following is the result of the events up to the time of our going to press:—: [798, 461, 947, 528]
dateline-place: DUNEDIN.: [536, 497, 577, 506]
tide-cell: 30—Wednesday: [9, 864, 66, 873]
divider: [166, 885, 315, 888]
sewing-machines: A CONSIGNMENT of the Latest Improved WERTHEIM HAND SEWING MACHINES, with cover, just being Opened Up, at greatly Reduced Prices.: [166, 800, 315, 833]
dateline: MELBOURNE, Yesterday.: [542, 1032, 631, 1041]
telegrams-heading: TELEGRAMS.: [509, 293, 604, 307]
buchu-ad: "BUCHU-PAIBA."—Quick, complete cures all annoying Kidney, Bladder, and Urinary Diseases. All druggists.—Kempthorne, Prosser and Co., Agents, Auckland.: [8, 1202, 157, 1244]
later-heading: LATER.: [1017, 374, 1045, 383]
post-office-text: For Auckland, to-morrow at 1.50 p.m. For Paeroa, Te Aroha, &c., to-morrow at 7.15 a.m. For Gisborne, Napier, Wellington, and Southern Ports, to-morrow at 1.50 p.m. For Melbourne (via South), to-morrow at 1.50 p.m. For Tauranga and Bay of Plenty offices, on Thursday next at 7.15 a.m. For Navigator Islands, Sandwich Islands, North and South America, British and Foreign West Indies, Continent of Europe, and United Kingdom, via San Francisco, on 4th January next. (Due in London on 10th February).: [8, 947, 157, 1054]
sporting-heading: SPORTING.: [832, 28, 913, 41]
article-paragraph: THE Pritchard troupe gave an entertainment in the Oddfellows Hall last evening to a moderate audience, when a varied programme was presented. Musical selections and dramatic sketches were gone through in many instances very creditably. Miss Pritchard displayed considerable ability in her delineation of Lady Teazle in a scene from the "School for Scandal;" Mr McMahon as a character, and a number of the others, and rendered the "Cuckoo" solo very creditably indeed, while the performance of the "boy," who cannot be more than ten or twelve years old, evinced wonderful intelligence and careful training. To-night the company appears again, and should draw a good house; a dance will conclude the evening's entertainment.: [324, 966, 473, 1123]
article-heading: Second Day.: [838, 448, 907, 460]
editorial-masthead: The Evening Star.: [174, 892, 307, 937]
tide-col-header: Morn.: [65, 845, 91, 854]
article-paragraph: Professor Carrollo gave the second of his athletic carnivals yesterday evening in the Academy of Music to a full house who seemed to thoroughly appreciate the entertainment. The programme for the evening was different from that of Saturday, and afforded opportunities for the whole of the Professor's company to exhibit their respective talents. The first part opened with a performance of Indian Club Drill by the company, to the music of the Band, and every movement was carried out with a rapidity and precision, which could only be acquired through much practice. There were several exhibitions of boxing by Messrs R. J. Sandal, W. Grubb, W. F. Christie, D. Gash, F. W. Edwards, F. Loydon and Professor Carrollo, all of which were heartily applauded. The vaulting over the military horse by the members of the company, led by Prof. Carrollo himself, was highly successful. The bout at the old English game of Quarterstaff between Professor Carrollo and Mr Edwards was well sustained and afforded much amusement. Mr Renshaw and Professor Carrollo then performed some wonderful feats in horizontal balancing, and still more wonderful ones on two golden bars, which fairly eclipsed all their former exhibitions of skill and strength. The apparent ease and dexterity which both displayed in their performance on the two bars were highly applauded by those present. Subsequent to this Mr Renshaw lifted two heavy dumbbells weighing 25lbs each, and Mr R. J. Sandal and Professor Carrollo each one weighing 1 cwt. The Roman rings performance was well carried out by Messrs Phillips, Roth, Edwards, Renshaw, and Carrollo, Mr Renshaw executing one feat which we believe has never been accomplished before; it is called "the ceiniferon," in which he suspends himself in the air, his hands being stretched out straight on either side in the form of a cross, to do which requires extraordinary muscular strength. A general boxing melee, a sort of a free fight, in which everyone joined, and which provoked much amusement, brought the entertainment to a close. This evening there will be a boxing competition by Thames amateurs for 2 gold medals, for weights between 10st 7lbs and 12st 7lbs.: [640, 856, 789, 1316]
column-4: [478, 24, 636, 1452]
race-results: Mr D. W. Twohill's Mystery, 7st 12lbs (Williams) ... 1; Mr W. Fraser's Kaiwaka, 6st 4lbs (Wood) ... 2; Mr W. Robertson's Kalo (Duncan) ... 3: [798, 303, 947, 337]
later-heading: LATER.: [700, 769, 729, 778]
ad-signature: H. C. GILLESPIE, Manager.: [61, 713, 157, 722]
article-paragraph: THE County Chairman has received a communication from Government stating that the request for an inquiry into the charge preferred by Mr A. Cassells against the Thames County Council, and which had been replied to under instructions from the County Council by the County Clerk and Engineer, has been placed before Sir Julius Vogel for consideration.: [324, 889, 473, 964]
